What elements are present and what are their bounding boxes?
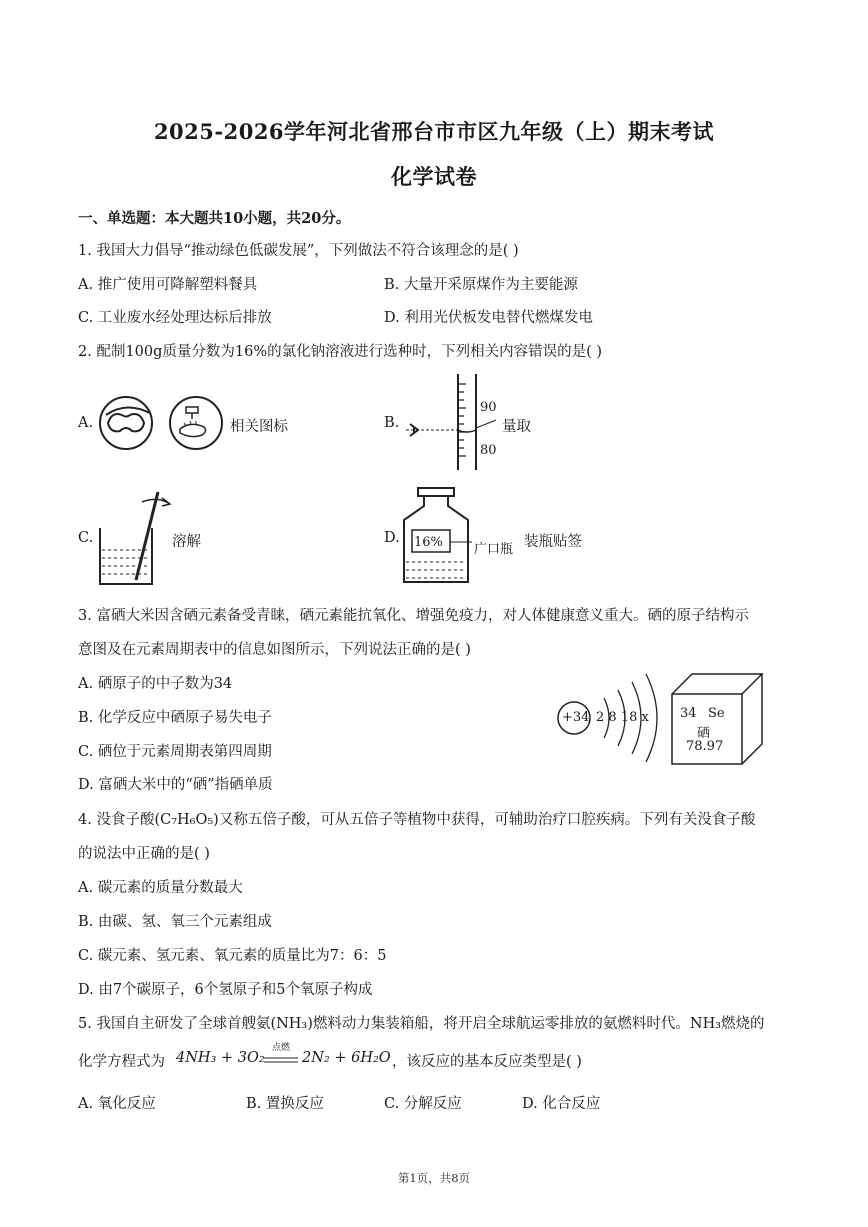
q1-option-d: D. 利用光伏板发电替代燃煤发电: [384, 310, 593, 326]
q3-option-c: C. 硒位于元素周期表第四周期: [78, 744, 272, 760]
q2-tick-80: 80: [480, 443, 497, 458]
q2-option-a-letter: A.: [78, 415, 94, 431]
q2-bottle-label: 16%: [414, 535, 443, 550]
q4-stem-line2: 的说法中正确的是( ): [78, 846, 210, 862]
cell-atomic-mass: 78.97: [686, 739, 724, 754]
q5-stem-line2-post: ，该反应的基本反应类型是( ): [392, 1054, 582, 1070]
page-footer: 第1页，共8页: [397, 1171, 471, 1185]
q2-tick-90: 90: [480, 400, 497, 415]
q2-option-c-letter: C.: [78, 530, 94, 546]
q5-stem-line1: 5. 我国自主研发了全球首艘氨(NH₃)燃料动力集装箱船，将开启全球航运零排放的氨燃料时代。NH₃燃烧的: [78, 1016, 765, 1032]
atom-shells: 2 8 18 x: [596, 710, 649, 725]
q4-option-a: A. 碳元素的质量分数最大: [78, 880, 243, 896]
q3-stem-line1: 3. 富硒大米因含硒元素备受青睐，硒元素能抗氧化、增强免疫力，对人体健康意义重大。硒的原子结构示: [78, 608, 749, 624]
q2-option-b-text: 量取: [502, 419, 531, 435]
q5-stem-line2-pre: 化学方程式为: [78, 1054, 165, 1070]
q5-equation-right: 2N₂ + 6H₂O: [302, 1050, 391, 1066]
q3-option-a: A. 硒原子的中子数为34: [78, 676, 233, 692]
q1-option-b: B. 大量开采原煤作为主要能源: [384, 277, 578, 293]
q4-stem-line1: 4. 没食子酸(C₇H₆O₅)又称五倍子酸，可从五倍子等植物中获得，可辅助治疗口腔疾病。下列有关没食子酸: [78, 812, 756, 828]
safety-icons-illustration: [96, 393, 226, 453]
equation-arrow: [264, 1057, 298, 1063]
q2-option-d-letter: D.: [384, 530, 400, 546]
q3-option-b: B. 化学反应中硒原子易失电子: [78, 710, 272, 726]
q3-option-d: D. 富硒大米中的“硒”指硒单质: [78, 777, 273, 793]
q1-stem: 1. 我国大力倡导“推动绿色低碳发展”，下列做法不符合该理念的是( ): [78, 243, 519, 259]
exam-subtitle: 化学试卷: [391, 164, 477, 189]
q5-option-c: C. 分解反应: [384, 1096, 462, 1112]
q2-option-d-text: 装瓶贴签: [524, 534, 582, 550]
atom-nucleus: +34: [562, 710, 590, 725]
q5-equation-left: 4NH₃ + 3O₂: [176, 1050, 265, 1066]
q5-option-a: A. 氧化反应: [78, 1096, 156, 1112]
cell-name: 硒: [697, 726, 711, 741]
q1-option-a: A. 推广使用可降解塑料餐具: [78, 277, 258, 293]
q5-option-d: D. 化合反应: [522, 1096, 601, 1112]
q4-option-c: C. 碳元素、氢元素、氧元素的质量比为7：6：5: [78, 948, 387, 964]
cell-atomic-number: 34: [680, 706, 697, 721]
q2-option-c-text: 溶解: [172, 534, 201, 550]
q2-bottle-type: 广口瓶: [474, 542, 514, 557]
q5-equation-condition: 点燃: [272, 1043, 291, 1053]
q2-option-b-letter: B.: [384, 415, 400, 431]
q1-option-c: C. 工业废水经处理达标后排放: [78, 310, 272, 326]
q4-option-d: D. 由7个碳原子，6个氢原子和5个氧原子构成: [78, 982, 373, 998]
exam-title: 2025-2026学年河北省邢台市市区九年级（上）期末考试: [153, 119, 715, 144]
beaker-stirring-illustration: [96, 488, 176, 588]
q5-option-b: B. 置换反应: [246, 1096, 324, 1112]
q3-stem-line2: 意图及在元素周期表中的信息如图所示，下列说法正确的是( ): [78, 642, 471, 658]
section-heading: 一、单选题：本大题共10小题，共20分。: [78, 210, 351, 227]
q2-stem: 2. 配制100g质量分数为16%的氯化钠溶液进行选种时，下列相关内容错误的是( ): [78, 344, 603, 360]
q4-option-b: B. 由碳、氢、氧三个元素组成: [78, 914, 272, 930]
q2-option-a-text: 相关图标: [230, 419, 288, 435]
cell-symbol: Se: [708, 706, 725, 721]
